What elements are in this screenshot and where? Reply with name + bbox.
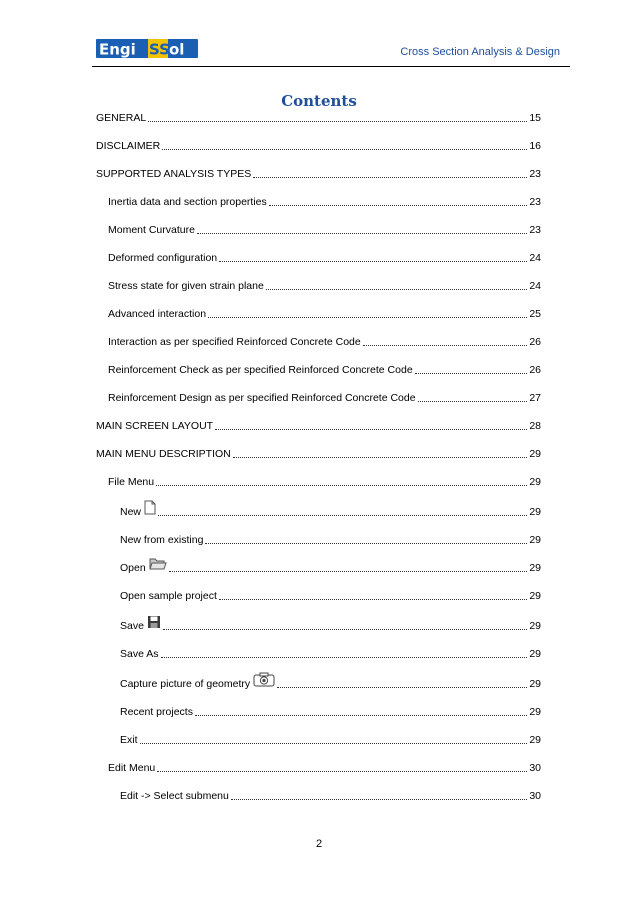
toc-entry-label: SUPPORTED ANALYSIS TYPES xyxy=(96,168,252,180)
toc-entry-label: MAIN SCREEN LAYOUT xyxy=(96,420,214,432)
toc-entry-page: 24 xyxy=(529,280,541,292)
toc-leader-dots xyxy=(169,571,527,572)
toc-leader-dots xyxy=(266,289,527,290)
toc-entry-page: 23 xyxy=(529,168,541,180)
toc-leader-dots xyxy=(157,771,527,772)
contents-heading: Contents xyxy=(281,92,357,110)
toc-leader-dots xyxy=(219,599,527,600)
toc-entry[interactable] xyxy=(0,446,638,462)
toc-entry-label: Moment Curvature xyxy=(108,224,195,236)
toc-entry-label: Recent projects xyxy=(120,706,193,718)
toc-leader-dots xyxy=(208,317,527,318)
toc-entry-label: Save xyxy=(120,620,144,632)
toc-entry-page: 25 xyxy=(529,308,541,320)
toc-entry[interactable] xyxy=(0,418,638,434)
svg-text:ol: ol xyxy=(169,40,185,59)
toc-entry-page: 29 xyxy=(529,734,541,746)
toc-entry[interactable] xyxy=(0,618,638,634)
toc-entry-page: 24 xyxy=(529,252,541,264)
toc-entry-page: 27 xyxy=(529,392,541,404)
header-title: Cross Section Analysis & Design xyxy=(400,46,560,58)
toc-entry[interactable] xyxy=(0,504,638,520)
toc-entry[interactable] xyxy=(0,532,638,548)
toc-leader-dots xyxy=(415,373,527,374)
toc-entry[interactable] xyxy=(0,222,638,238)
toc-leader-dots xyxy=(161,657,527,658)
toc-entry[interactable] xyxy=(0,760,638,776)
svg-text:Engi: Engi xyxy=(99,40,136,59)
toc-entry-page: 29 xyxy=(529,706,541,718)
toc-leader-dots xyxy=(140,743,527,744)
toc-entry-label: Advanced interaction xyxy=(108,308,207,320)
toc-entry[interactable] xyxy=(0,390,638,406)
toc-entry-page: 29 xyxy=(529,562,541,574)
toc-entry-page: 16 xyxy=(529,140,541,152)
toc-entry[interactable] xyxy=(0,362,638,378)
engissol-logo xyxy=(96,36,198,60)
toc-leader-dots xyxy=(205,543,527,544)
toc-entry-page: 29 xyxy=(529,476,541,488)
toc-leader-dots xyxy=(269,205,527,206)
toc-leader-dots xyxy=(233,457,527,458)
save-disk-icon xyxy=(147,615,161,634)
camera-icon xyxy=(253,672,275,692)
toc-entry[interactable] xyxy=(0,732,638,748)
toc-entry-label: Edit -> Select submenu xyxy=(120,790,229,802)
toc-entry-label: DISCLAIMER xyxy=(96,140,161,152)
toc-leader-dots xyxy=(215,429,527,430)
toc-entry-label: Interaction as per specified Reinforced Concrete Code xyxy=(108,336,361,348)
toc-entry-page: 26 xyxy=(529,364,541,376)
toc-entry[interactable] xyxy=(0,334,638,350)
toc-entry-label: MAIN MENU DESCRIPTION xyxy=(96,448,231,460)
toc-leader-dots xyxy=(156,485,527,486)
toc-entry-label: Open xyxy=(120,562,146,574)
toc-entry-page: 29 xyxy=(529,648,541,660)
toc-entry[interactable] xyxy=(0,560,638,576)
toc-entry-label: Reinforcement Design as per specified Reinforced Concrete Code xyxy=(108,392,416,404)
toc-entry-label: Open sample project xyxy=(120,590,217,602)
toc-entry-page: 29 xyxy=(529,678,541,690)
toc-entry-label: File Menu xyxy=(108,476,155,488)
page-number: 2 xyxy=(315,838,323,850)
toc-entry-page: 23 xyxy=(529,196,541,208)
toc-entry-page: 29 xyxy=(529,620,541,632)
toc-entry[interactable] xyxy=(0,250,638,266)
toc-entry[interactable] xyxy=(0,110,638,126)
open-folder-icon xyxy=(149,556,167,576)
svg-text:SS: SS xyxy=(149,40,170,59)
toc-entry-page: 30 xyxy=(529,790,541,802)
toc-entry-label: Inertia data and section properties xyxy=(108,196,267,208)
toc-entry-label: New xyxy=(120,506,142,518)
toc-entry-label: Edit Menu xyxy=(108,762,156,774)
toc-leader-dots xyxy=(162,149,527,150)
toc-entry-label: Stress state for given strain plane xyxy=(108,280,264,292)
toc-entry[interactable] xyxy=(0,588,638,604)
toc-entry[interactable] xyxy=(0,676,638,692)
toc-leader-dots xyxy=(163,629,527,630)
toc-entry[interactable] xyxy=(0,788,638,804)
toc-leader-dots xyxy=(197,233,527,234)
toc-entry-page: 26 xyxy=(529,336,541,348)
toc-entry-label: Deformed configuration xyxy=(108,252,218,264)
toc-entry[interactable] xyxy=(0,138,638,154)
toc-entry-label: Exit xyxy=(120,734,138,746)
toc-leader-dots xyxy=(277,687,527,688)
toc-leader-dots xyxy=(363,345,527,346)
toc-leader-dots xyxy=(231,799,527,800)
toc-entry-page: 29 xyxy=(529,590,541,602)
toc-entry-page: 28 xyxy=(529,420,541,432)
toc-entry-page: 15 xyxy=(529,112,541,124)
new-file-icon xyxy=(144,500,156,520)
toc-entry-page: 23 xyxy=(529,224,541,236)
toc-entry-label: Reinforcement Check as per specified Reinforced Concrete Code xyxy=(108,364,413,376)
toc-entry[interactable] xyxy=(0,166,638,182)
toc-entry[interactable] xyxy=(0,194,638,210)
toc-entry[interactable] xyxy=(0,306,638,322)
toc-entry-label: GENERAL xyxy=(96,112,147,124)
toc-entry[interactable] xyxy=(0,474,638,490)
toc-leader-dots xyxy=(148,121,527,122)
toc-leader-dots xyxy=(418,401,527,402)
toc-leader-dots xyxy=(158,515,527,516)
toc-entry[interactable] xyxy=(0,278,638,294)
toc-entry[interactable] xyxy=(0,704,638,720)
toc-entry-label: Capture picture of geometry xyxy=(120,678,251,690)
toc-entry[interactable] xyxy=(0,646,638,662)
toc-entry-page: 29 xyxy=(529,448,541,460)
toc-leader-dots xyxy=(253,177,527,178)
toc-entry-label: Save As xyxy=(120,648,159,660)
toc-leader-dots xyxy=(195,715,527,716)
header-divider xyxy=(92,66,570,67)
toc-entry-label: New from existing xyxy=(120,534,204,546)
toc-entry-page: 29 xyxy=(529,534,541,546)
toc-entry-page: 30 xyxy=(529,762,541,774)
toc-entry-page: 29 xyxy=(529,506,541,518)
toc-leader-dots xyxy=(219,261,527,262)
